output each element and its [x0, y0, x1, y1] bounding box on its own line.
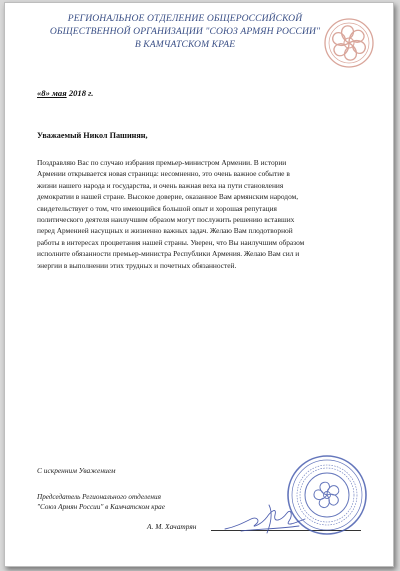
closing-phrase: С искренним Уважением: [37, 466, 116, 475]
letterhead-line-2: ОБЩЕСТВЕННОЙ ОРГАНИЗАЦИИ "СОЮЗ АРМЯН РОССИИ": [49, 25, 321, 37]
body-line: свидетельствует о том, что имеющийся большой опыт и хорошая репутация: [37, 203, 277, 213]
body-line: Армении открывается новая страница: несомненно, это очень важное событие в: [37, 169, 290, 179]
greeting: Уважаемый Никол Пашинян,: [37, 131, 148, 140]
body-line: демократии в нашей стране. Высокое доверие, оказанное Вам армянским народом,: [37, 192, 299, 202]
body-line: политического деятеля наилучшим образом могут послужить решению вставших: [37, 215, 295, 225]
letterhead-line-3: В КАМЧАТСКОМ КРАЕ: [134, 38, 236, 50]
handwritten-signature-icon: [221, 499, 311, 539]
date-year: 2018 г.: [66, 88, 94, 98]
body-line: жизни нашего народа и государства, и очень важная веха на пути становления: [37, 180, 284, 190]
body-line: работы в интересах процветания нашей страны. Уверен, что Вы наилучшим образом: [37, 237, 305, 247]
body-line: перед Арменией насущных и жизненно важных задач. Желаю Вам плодотворной: [37, 226, 293, 236]
letter-page: [4, 2, 394, 567]
letterhead-line-1: РЕГИОНАЛЬНОЕ ОТДЕЛЕНИЕ ОБЩЕРОССИЙСКОЙ: [67, 13, 303, 24]
date-month: мая: [52, 88, 67, 98]
body-line: исполните обязанности премьер-министра Республики Армения. Желаю Вам сил и: [37, 249, 300, 259]
signatory-title-line-2: "Союз Армян России" в Камчатском крае: [37, 503, 165, 512]
armenian-eternity-sign-icon: [323, 17, 375, 69]
date-day: «8»: [37, 88, 53, 98]
letter-body: [37, 157, 357, 271]
letter-date: [37, 88, 93, 98]
body-line: Поздравляю Вас по случаю избрания премьер-министром Армении. В истории: [37, 158, 287, 167]
signatory-title: [37, 492, 165, 513]
letterhead: [45, 13, 325, 51]
signatory-name: А. М. Хачатрян: [147, 522, 197, 531]
body-line: энергии в выполнении этих трудных и почетных обязанностей.: [37, 260, 237, 270]
signatory-title-line-1: Председатель Регионального отделения: [37, 493, 161, 501]
